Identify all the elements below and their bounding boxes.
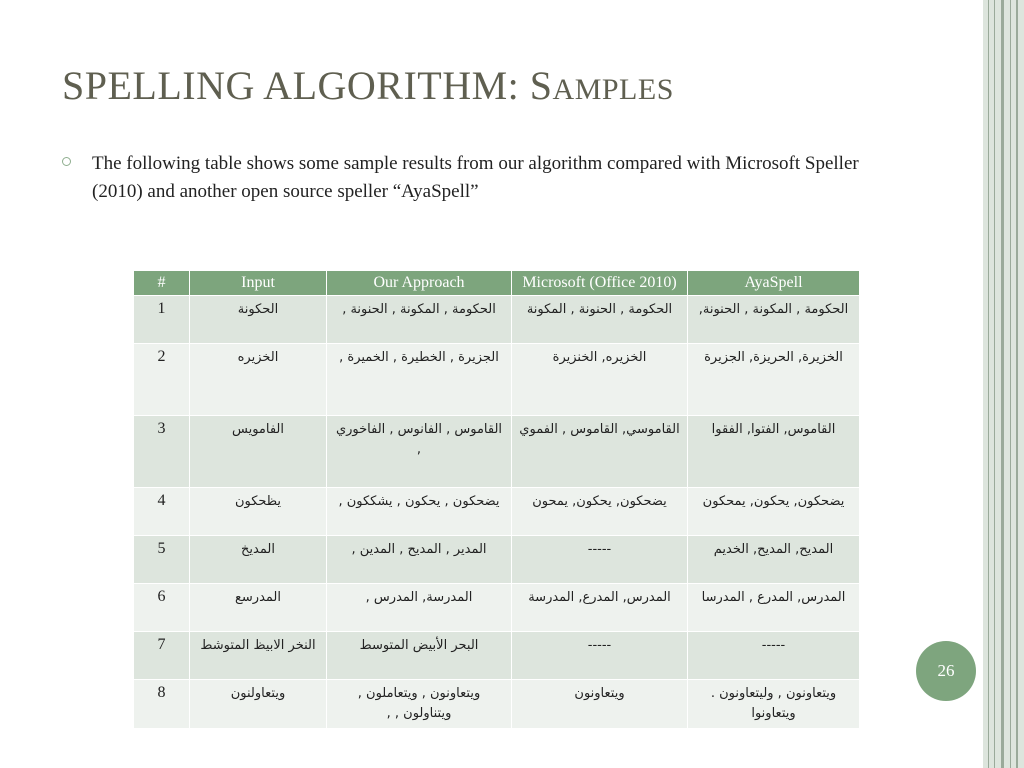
cell-microsoft: المدرس, المدرع, المدرسة: [512, 584, 688, 632]
cell-ayaspell: -----: [688, 632, 860, 680]
cell-our-approach: المدير , المديح , المدين ,: [327, 536, 512, 584]
samples-table: [133, 270, 860, 729]
header-our-approach: Our Approach: [327, 271, 512, 296]
bullet-item: [62, 150, 862, 206]
frame-line: [994, 0, 995, 768]
cell-our-approach: يضحكون , يحكون , يشككون ,: [327, 488, 512, 536]
cell-ayaspell: المديح, المديح, الخديم: [688, 536, 860, 584]
cell-num: 8: [134, 680, 190, 729]
table-row: [134, 488, 860, 536]
frame-line: [1010, 0, 1011, 768]
cell-microsoft: الحكومة , الحنونة , المكونة: [512, 296, 688, 344]
cell-ayaspell: الخزيرة, الحريزة, الجزيرة: [688, 344, 860, 416]
header-input: Input: [190, 271, 327, 296]
cell-ayaspell: يضحكون, يحكون, يمحكون: [688, 488, 860, 536]
cell-ayaspell: الحكومة , المكونة , الحنونة,: [688, 296, 860, 344]
cell-our-approach: الحكومة , المكونة , الحنونة ,: [327, 296, 512, 344]
frame-line: [988, 0, 989, 768]
header-ayaspell: AyaSpell: [688, 271, 860, 296]
cell-our-approach: المدرسة, المدرس ,: [327, 584, 512, 632]
table-row: [134, 344, 860, 416]
table-row: [134, 680, 860, 729]
cell-our-approach: ويتعاونون , ويتعاملون , ويتناولون , ,: [327, 680, 512, 729]
cell-microsoft: -----: [512, 536, 688, 584]
cell-num: 2: [134, 344, 190, 416]
table-row: [134, 296, 860, 344]
cell-microsoft: -----: [512, 632, 688, 680]
cell-ayaspell: ويتعاونون , وليتعاونون . ويتعاونوا: [688, 680, 860, 729]
cell-num: 7: [134, 632, 190, 680]
cell-input: المدرسع: [190, 584, 327, 632]
cell-microsoft: الخزيره, الخنزيرة: [512, 344, 688, 416]
header-microsoft: Microsoft (Office 2010): [512, 271, 688, 296]
cell-our-approach: البحر الأبيض المتوسط: [327, 632, 512, 680]
cell-microsoft: القاموسي, القاموس , الفموي: [512, 416, 688, 488]
page-number-badge: 26: [916, 641, 976, 701]
cell-our-approach: الجزيرة , الخطيرة , الخميرة ,: [327, 344, 512, 416]
bullet-text: The following table shows some sample results from our algorithm compared with Microsoft Speller (2010) and another open source speller “AyaSpell”: [92, 153, 859, 202]
frame-line: [1001, 0, 1004, 768]
cell-input: الحكونة: [190, 296, 327, 344]
cell-input: ويتعاولنون: [190, 680, 327, 729]
cell-input: يظحكون: [190, 488, 327, 536]
frame-line: [1016, 0, 1018, 768]
cell-input: الخزيره: [190, 344, 327, 416]
slide-title: SPELLING ALGORITHM: SAMPLES: [62, 63, 674, 108]
table-header-row: [134, 271, 860, 296]
table-row: [134, 632, 860, 680]
bullet-icon: [62, 157, 71, 166]
cell-num: 6: [134, 584, 190, 632]
cell-input: النخر الابيظ المتوشط: [190, 632, 327, 680]
cell-microsoft: ويتعاونون: [512, 680, 688, 729]
cell-microsoft: يضحكون, يحكون, يمحون: [512, 488, 688, 536]
cell-num: 5: [134, 536, 190, 584]
table-row: [134, 536, 860, 584]
cell-num: 4: [134, 488, 190, 536]
table-row: [134, 416, 860, 488]
cell-num: 3: [134, 416, 190, 488]
header-num: #: [134, 271, 190, 296]
cell-input: الفامويس: [190, 416, 327, 488]
cell-num: 1: [134, 296, 190, 344]
cell-ayaspell: القاموس, الفتوا, الفقوا: [688, 416, 860, 488]
cell-our-approach: القاموس , الفانوس , الفاخوري ,: [327, 416, 512, 488]
cell-input: المديخ: [190, 536, 327, 584]
table-row: [134, 584, 860, 632]
cell-ayaspell: المدرس, المدرع , المدرسا: [688, 584, 860, 632]
